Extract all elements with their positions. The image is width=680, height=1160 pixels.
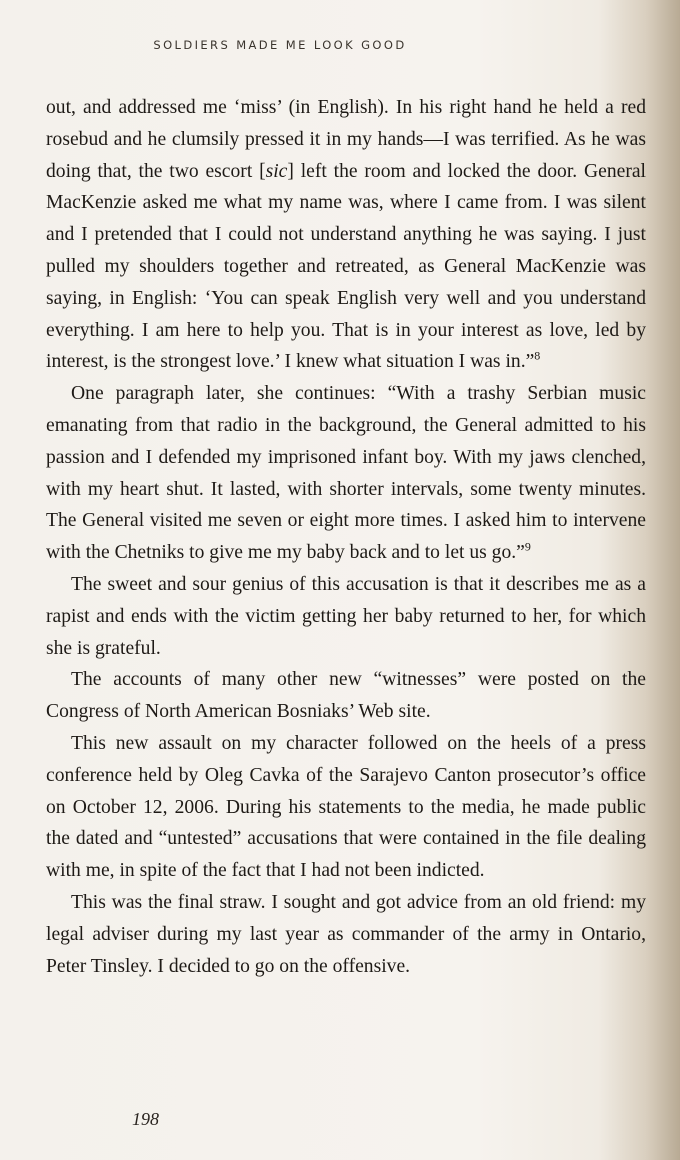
paragraph-text: This was the final straw. I sought and got advice from an old friend: my legal adviser during my last year as commander of the army in Ontario, Peter Tinsley. I decided to go on the offensive. [46, 891, 646, 977]
paragraph [46, 887, 646, 982]
paragraph-text: ] left the room and locked the door. General MacKenzie asked me what my name was, where I came from. I was silent and I pretended that I could not understand anything he was saying. I just pulled my shoulders together and retreated, as General MacKenzie was saying, in English: ‘You can speak English very well and you understand everything. I am here to help you. That is in your interest as love, led by interest, is the strongest love.’ I knew what situation I was in.” [46, 160, 646, 373]
paragraph [46, 664, 646, 728]
paragraph-text: out, and addressed me ‘miss’ (in English). In his right hand he held a red rosebud and he clumsily pressed it in my hands—I was terrified. As he was doing that, the two escort [ [46, 97, 646, 182]
paragraph [46, 92, 646, 378]
body-text [46, 92, 646, 982]
paragraph [46, 569, 646, 664]
paragraph [46, 378, 646, 569]
paragraph [46, 728, 646, 887]
paragraph-text: This new assault on my character followed on the heels of a press conference held by Oleg Cavka of the Sarajevo Canton prosecutor’s office on October 12, 2006. During his statements to the media, he made public the dated and “untested” accusations that were contained in the file dealing with me, in spite of the fact that I had not been indicted. [46, 732, 646, 882]
footnote-marker: 8 [534, 348, 541, 363]
page-number: 198 [132, 1109, 159, 1129]
italic-text: sic [265, 160, 288, 182]
running-head: SOLDIERS MADE ME LOOK GOOD [153, 38, 407, 52]
paragraph-text: One paragraph later, she continues: “With a trashy Serbian music emanating from that radio in the background, the General admitted to his passion and I defended my imprisoned infant boy. With my jaws clenched, with my heart shut. It lasted, with shorter intervals, some twenty minutes. The General visited me seven or eight more times. I asked him to intervene with the Chetniks to give me my baby back and to let us go.” [46, 383, 646, 564]
paragraph-text: The accounts of many other new “witnesses” were posted on the Congress of North American Bosniaks’ Web site. [46, 669, 646, 723]
footnote-marker: 9 [524, 539, 531, 554]
paragraph-text: The sweet and sour genius of this accusation is that it describes me as a rapist and ends with the victim getting her baby returned to her, for which she is grateful. [46, 573, 646, 659]
